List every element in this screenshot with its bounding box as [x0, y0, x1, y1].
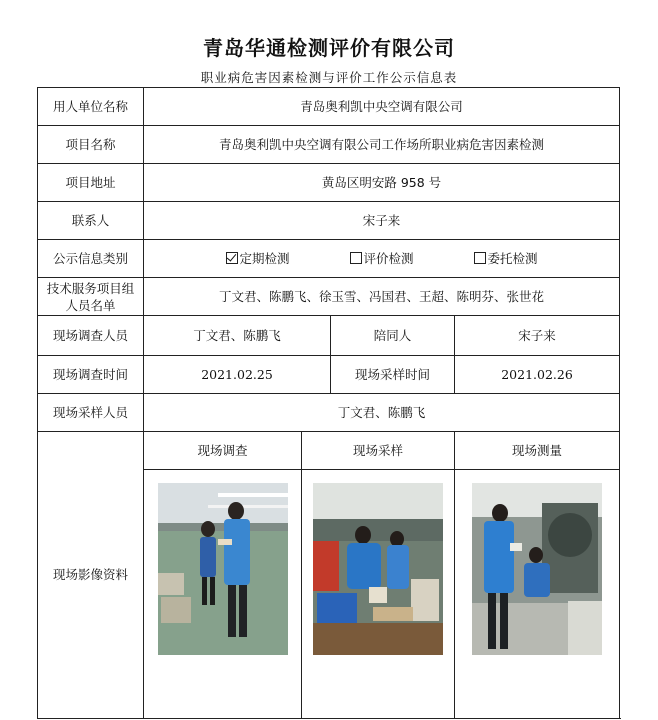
photo-cell-sampling	[302, 470, 455, 719]
disclosure-table	[37, 87, 620, 719]
document-subtitle: 职业病危害因素检测与评价工作公示信息表	[200, 70, 458, 85]
employer-label: 用人单位名称	[38, 88, 144, 126]
project-name-label: 项目名称	[38, 126, 144, 164]
contact-value: 宋子来	[144, 202, 620, 240]
photo-header-survey: 现场调查	[144, 432, 302, 470]
option-periodic-label: 定期检测	[239, 250, 290, 266]
measurement-photo	[472, 483, 602, 655]
team-label: 技术服务项目组人员名单	[38, 278, 144, 316]
option-commissioned[interactable]	[474, 251, 538, 267]
sampling-staff-label: 现场采样人员	[38, 394, 144, 432]
checkbox-empty-icon[interactable]	[474, 252, 486, 264]
accompany-label: 陪同人	[331, 316, 455, 356]
option-evaluation-label: 评价检测	[363, 250, 414, 266]
option-commissioned-label: 委托检测	[487, 250, 538, 266]
photo-cell-survey	[144, 470, 302, 719]
option-periodic[interactable]	[226, 251, 290, 267]
survey-staff-value: 丁文君、陈鹏飞	[144, 316, 331, 356]
photo-header-measurement: 现场测量	[455, 432, 620, 470]
checkbox-checked-icon[interactable]	[226, 252, 238, 264]
project-name-value: 青岛奥利凯中央空调有限公司工作场所职业病危害因素检测	[144, 126, 620, 164]
survey-photo	[158, 483, 288, 655]
option-evaluation[interactable]	[350, 251, 414, 267]
checkbox-empty-icon[interactable]	[350, 252, 362, 264]
sampling-time-label: 现场采样时间	[331, 356, 455, 394]
category-options	[144, 240, 620, 278]
survey-time-value: 2021.02.25	[144, 356, 331, 394]
company-title: 青岛华通检测评价有限公司	[203, 36, 455, 60]
contact-label: 联系人	[38, 202, 144, 240]
team-value: 丁文君、陈鹏飞、徐玉雪、冯国君、王超、陈明芬、张世花	[144, 278, 620, 316]
category-label: 公示信息类别	[38, 240, 144, 278]
accompany-value: 宋子来	[455, 316, 620, 356]
employer-value: 青岛奥利凯中央空调有限公司	[144, 88, 620, 126]
survey-staff-label: 现场调查人员	[38, 316, 144, 356]
project-address-value: 黄岛区明安路 958 号	[144, 164, 620, 202]
photos-label: 现场影像资料	[38, 432, 144, 719]
sampling-photo	[313, 483, 443, 655]
photo-header-sampling: 现场采样	[302, 432, 455, 470]
project-address-label: 项目地址	[38, 164, 144, 202]
sampling-time-value: 2021.02.26	[455, 356, 620, 394]
survey-time-label: 现场调查时间	[38, 356, 144, 394]
sampling-staff-value: 丁文君、陈鹏飞	[144, 394, 620, 432]
photo-cell-measurement	[455, 470, 620, 719]
